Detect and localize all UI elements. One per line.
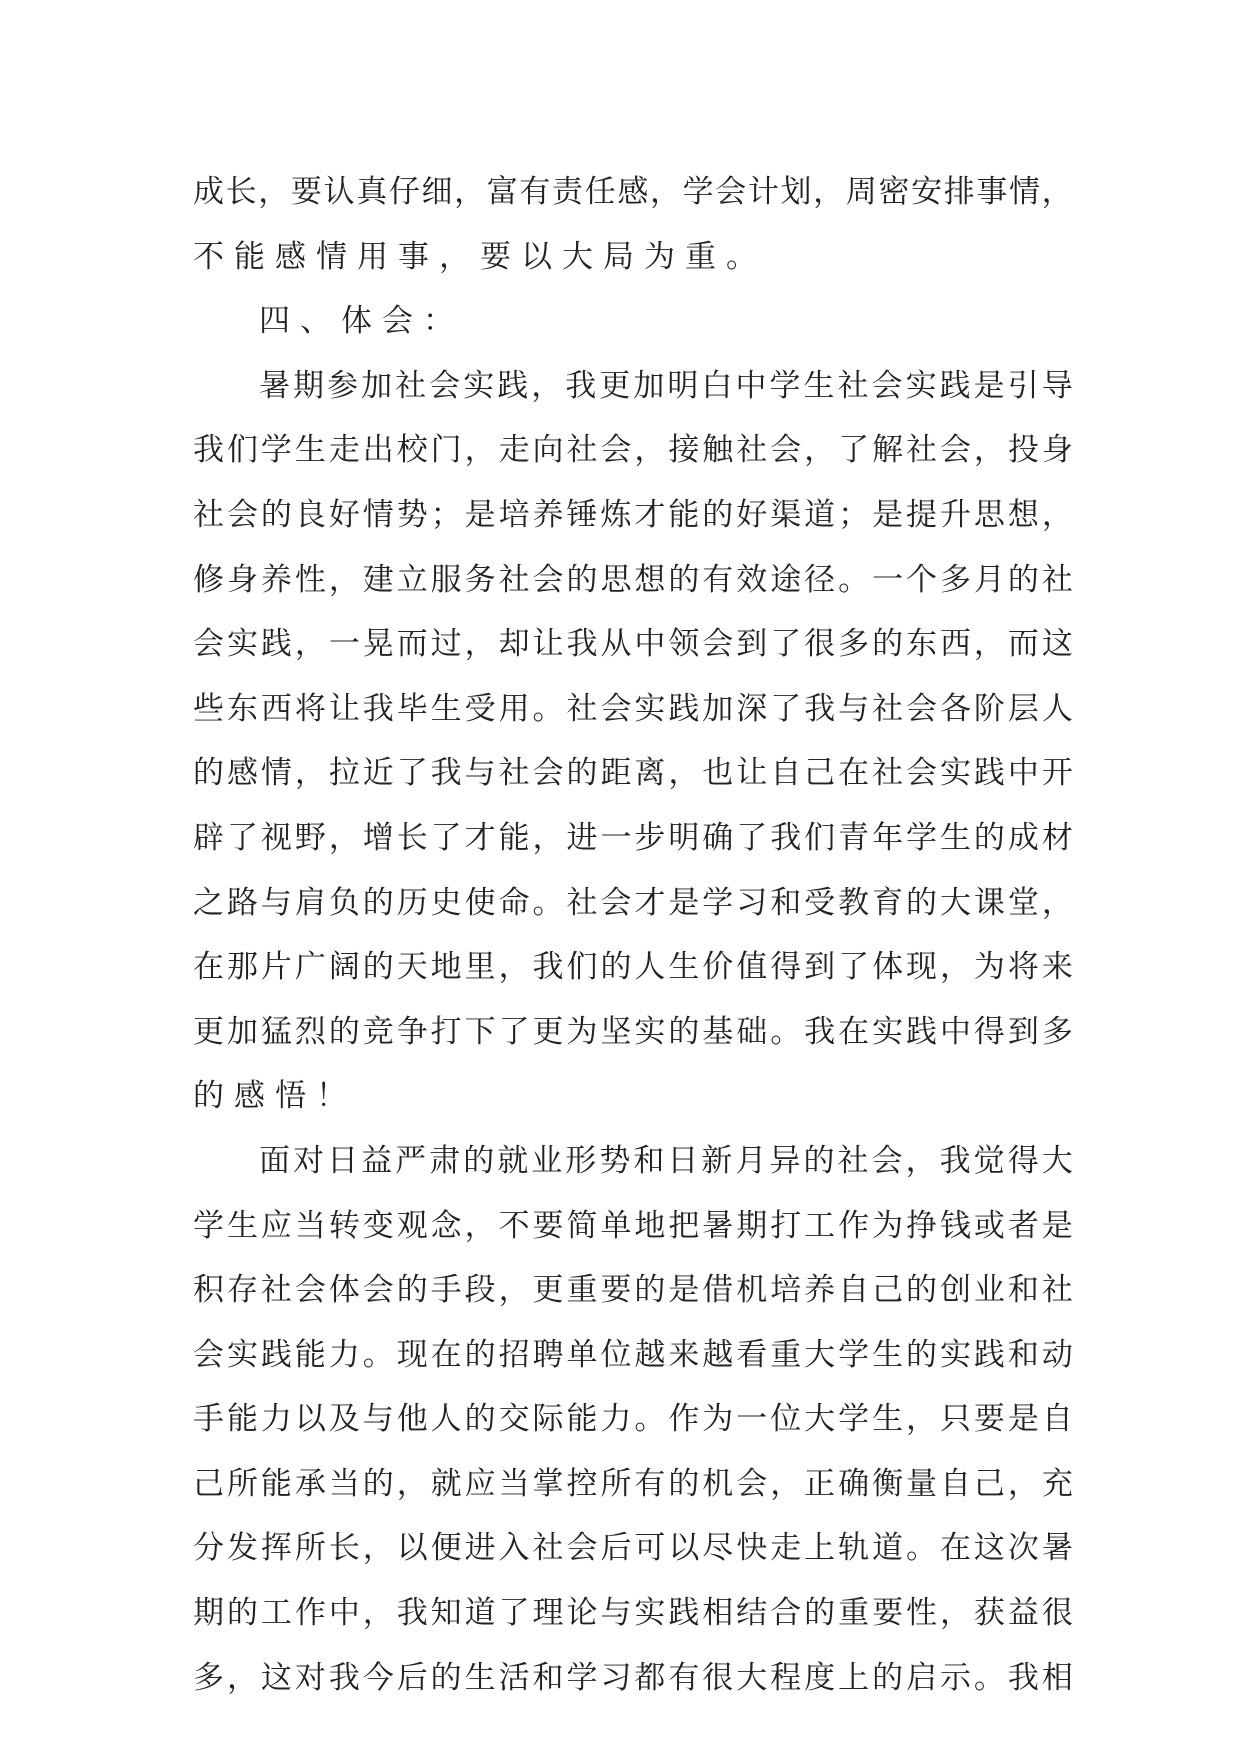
text-line: 的 感 悟 ！ xyxy=(193,1078,357,1115)
text-line: 在 那 片 广 阔 的 天 地 里 ， 我 们 的 人 生 价 值 得 到 了 体 现 ， 为 将 来 xyxy=(193,949,1073,986)
body-text xyxy=(193,160,1073,1710)
text-line: 学 生 应 当 转 变 观 念 ， 不 要 简 单 地 把 暑 期 打 工 作 为 挣 钱 或 者 是 xyxy=(193,1207,1073,1244)
text-line: 积 存 社 会 体 会 的 手 段 ， 更 重 要 的 是 借 机 培 养 自 己 的 创 业 和 社 xyxy=(193,1272,1073,1309)
text-line: 辟 了 视 野 ， 增 长 了 才 能 ， 进 一 步 明 确 了 我 们 青 年 学 生 的 成 材 xyxy=(193,819,1073,856)
text-line: 之 路 与 肩 负 的 历 史 使 命 。 社 会 才 是 学 习 和 受 教 育 的 大 课 堂 ， xyxy=(193,884,1073,921)
text-line: 会 实 践 ， 一 晃 而 过 ， 却 让 我 从 中 领 会 到 了 很 多 的 东 西 ， 而 这 xyxy=(193,626,1073,663)
text-line: 分 发 挥 所 长 ， 以 便 进 入 社 会 后 可 以 尽 快 走 上 轨 道 。 在 这 次 暑 xyxy=(193,1530,1073,1567)
text-line: 修 身 养 性 ， 建 立 服 务 社 会 的 思 想 的 有 效 途 径 。 一 个 多 月 的 社 xyxy=(193,561,1073,598)
text-line: 会 实 践 能 力 。 现 在 的 招 聘 单 位 越 来 越 看 重 大 学 生 的 实 践 和 动 xyxy=(193,1336,1073,1373)
text-line: 期 的 工 作 中 ， 我 知 道 了 理 论 与 实 践 相 结 合 的 重 要 性 ， 获 益 很 xyxy=(193,1595,1073,1632)
text-line: 成 长 ， 要 认 真 仔 细 ， 富 有 责 任 感 ， 学 会 计 划 ， 周 密 安 排 事 情 ， xyxy=(193,174,1073,210)
text-line: 多 ， 这 对 我 今 后 的 生 活 和 学 习 都 有 很 大 程 度 上 的 启 示 。 我 相 xyxy=(193,1659,1073,1696)
text-line: 四 、 体 会 ： xyxy=(259,303,464,340)
text-line: 的 感 情 ， 拉 近 了 我 与 社 会 的 距 离 ， 也 让 自 己 在 社 会 实 践 中 开 xyxy=(193,755,1073,792)
text-line: 己 所 能 承 当 的 ， 就 应 当 掌 控 所 有 的 机 会 ， 正 确 衡 量 自 己 ， 充 xyxy=(193,1465,1073,1502)
text-line: 我 们 学 生 走 出 校 门 ， 走 向 社 会 ， 接 触 社 会 ， 了 解 社 会 ， 投 身 xyxy=(193,432,1073,469)
text-line: 面 对 日 益 严 肃 的 就 业 形 势 和 日 新 月 异 的 社 会 ， 我 觉 得 大 xyxy=(259,1142,1073,1179)
text-line: 更 加 猛 烈 的 竞 争 打 下 了 更 为 坚 实 的 基 础 。 我 在 实 践 中 得 到 多 xyxy=(193,1013,1073,1050)
text-line: 暑 期 参 加 社 会 实 践 ， 我 更 加 明 白 中 学 生 社 会 实 践 是 引 导 xyxy=(259,367,1073,404)
text-line: 不 能 感 情 用 事 ， 要 以 大 局 为 重 。 xyxy=(193,238,767,275)
text-line: 社 会 的 良 好 情 势 ； 是 培 养 锤 炼 才 能 的 好 渠 道 ； 是 提 升 思 想 ， xyxy=(193,496,1073,533)
text-line: 手 能 力 以 及 与 他 人 的 交 际 能 力 。 作 为 一 位 大 学 生 ， 只 要 是 自 xyxy=(193,1401,1073,1438)
text-line: 些 东 西 将 让 我 毕 生 受 用 。 社 会 实 践 加 深 了 我 与 社 会 各 阶 层 人 xyxy=(193,690,1073,727)
